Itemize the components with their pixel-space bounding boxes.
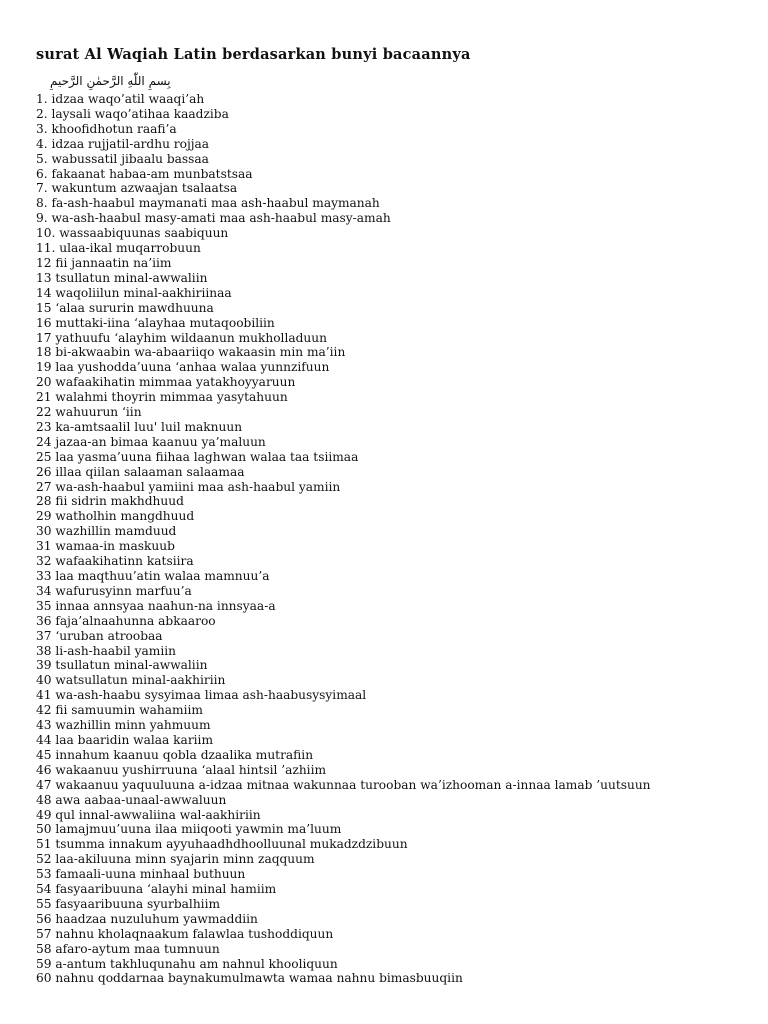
verse-line: 23 ka-amtsaalil luu' luil maknuun	[36, 419, 243, 434]
verse-line: 30 wazhillin mamduud	[36, 524, 177, 539]
verse-line: 56 haadzaa nuzuluhum yawmaddiin	[36, 911, 258, 926]
verse-line: 37 ‘uruban atroobaa	[36, 628, 163, 643]
verse-line: 59 a-antum takhluqunahu am nahnul khooliquun	[36, 956, 338, 971]
verse-line: 39 tsullatun minal-awwaliin	[36, 658, 208, 673]
verse-line: 43 wazhillin minn yahmuum	[36, 718, 211, 733]
verse-line: 31 wamaa-in maskuub	[36, 539, 175, 554]
verse-line: 42 fii samuumin wahamiim	[36, 703, 203, 718]
verse-line: 5. wabussatil jibaalu bassaa	[36, 151, 209, 166]
verse-line: 17 yathuufu ‘alayhim wildaanun mukholladuun	[36, 330, 327, 345]
verse-line: 28 fii sidrin makhdhuud	[36, 494, 184, 509]
verse-line: 57 nahnu kholaqnaakum falawlaa tushoddiquun	[36, 926, 334, 941]
verse-line: 21 walahmi thoyrin mimmaa yasytahuun	[36, 390, 288, 405]
verse-line: 2. laysali waqo’atihaa kaadziba	[36, 106, 229, 121]
verse-line: 1. idzaa waqo’atil waaqi’ah	[36, 92, 205, 106]
verse-line: 60 nahnu qoddarnaa baynakumulmawta wamaa nahnu bimasbuuqiin	[36, 971, 463, 986]
verse-line: 49 qul innal-awwaliina wal-aakhiriin	[36, 807, 261, 822]
verse-line: 26 illaa qiilan salaaman salaamaa	[36, 464, 245, 479]
verse-line: 25 laa yasma’uuna fiihaa laghwan walaa taa tsiimaa	[36, 449, 359, 464]
verse-line: 27 wa-ash-haabul yamiini maa ash-haabul yamiin	[36, 479, 341, 494]
verse-line: 18 bi-akwaabin wa-abaariiqo wakaasin min ma’iin	[36, 345, 346, 360]
verse-line: 11. ulaa-ikal muqarrobuun	[36, 241, 201, 256]
verse-line: 12 fii jannaatin na’iim	[36, 255, 172, 270]
verse-line: 6. fakaanat habaa-am munbatstsaa	[36, 166, 253, 181]
verse-line: 15 ‘alaa sururin mawdhuuna	[36, 300, 214, 315]
verse-line: 13 tsullatun minal-awwaliin	[36, 270, 208, 285]
verse-line: 14 waqoliilun minal-aakhiriinaa	[36, 285, 232, 300]
verse-line: 10. wassaabiquunas saabiquun	[36, 226, 229, 241]
verse-line: 36 faja’alnaahunna abkaaroo	[36, 613, 216, 628]
verse-line: 45 innahum kaanuu qobla dzaalika mutrafiin	[36, 747, 314, 762]
verse-line: 46 wakaanuu yushirruuna ‘alaal hintsil ’azhiim	[36, 762, 327, 777]
basmalah-text: بِسمِ اللّٰهِ الرَّحمٰنِ الرَّحيمِ	[50, 74, 171, 88]
verse-line: 19 laa yushodda’uuna ‘anhaa walaa yunnzifuun	[36, 360, 330, 375]
verse-line: 52 laa-akiluuna minn syajarin minn zaqquum	[36, 852, 315, 867]
verse-list	[36, 92, 756, 986]
verse-line: 4. idzaa rujjatil-ardhu rojjaa	[36, 136, 210, 151]
verse-line: 53 famaali-uuna minhaal buthuun	[36, 867, 246, 882]
document-title: surat Al Waqiah Latin berdasarkan bunyi bacaannya	[36, 46, 471, 63]
verse-line: 7. wakuntum azwaajan tsalaatsa	[36, 181, 238, 196]
verse-line: 35 innaa annsyaa naahun-na innsyaa-a	[36, 598, 276, 613]
verse-line: 33 laa maqthuu’atin walaa mamnuu’a	[36, 569, 270, 583]
verse-line: 41 wa-ash-haabu sysyimaa limaa ash-haabusysyimaal	[36, 688, 367, 703]
verse-line: 38 li-ash-haabil yamiin	[36, 643, 176, 658]
verse-line: 16 muttaki-iina ‘alayhaa mutaqoobiliin	[36, 315, 275, 330]
verse-line: 20 wafaakihatin mimmaa yatakhoyyaruun	[36, 375, 296, 390]
verse-line: 3. khoofidhotun raafi’a	[36, 121, 177, 136]
verse-line: 29 watholhin mangdhuud	[36, 509, 195, 524]
verse-line: 24 jazaa-an bimaa kaanuu ya’maluun	[36, 434, 266, 449]
verse-line: 51 tsumma innakum ayyuhaadhdhoolluunal mukadzdzibuun	[36, 837, 408, 852]
verse-line: 58 afaro-aytum maa tumnuun	[36, 941, 220, 956]
verse-line: 44 laa baaridin walaa kariim	[36, 732, 213, 747]
verse-line: 54 fasyaaribuuna ‘alayhi minal hamiim	[36, 882, 277, 897]
verse-line: 48 awa aabaa-unaal-awwaluun	[36, 792, 227, 807]
verse-line: 34 wafurusyinn marfuu’a	[36, 583, 192, 598]
verse-line: 50 lamajmuu’uuna ilaa miiqooti yawmin ma’luum	[36, 822, 342, 837]
verse-line: 8. fa-ash-haabul maymanati maa ash-haabul maymanah	[36, 196, 380, 211]
verse-line: 9. wa-ash-haabul masy-amati maa ash-haabul masy-amah	[36, 211, 391, 226]
verse-line: 55 fasyaaribuuna syurbalhiim	[36, 896, 221, 911]
verse-line: 22 wahuurun ‘iin	[36, 405, 142, 420]
verse-line: 47 wakaanuu yaquuluuna a-idzaa mitnaa wakunnaa turooban wa’izhooman a-innaa lamab ’uutsuun	[36, 777, 651, 792]
verse-line: 40 watsullatun minal-aakhiriin	[36, 673, 226, 688]
verse-line: 32 wafaakihatinn katsiira	[36, 554, 194, 569]
